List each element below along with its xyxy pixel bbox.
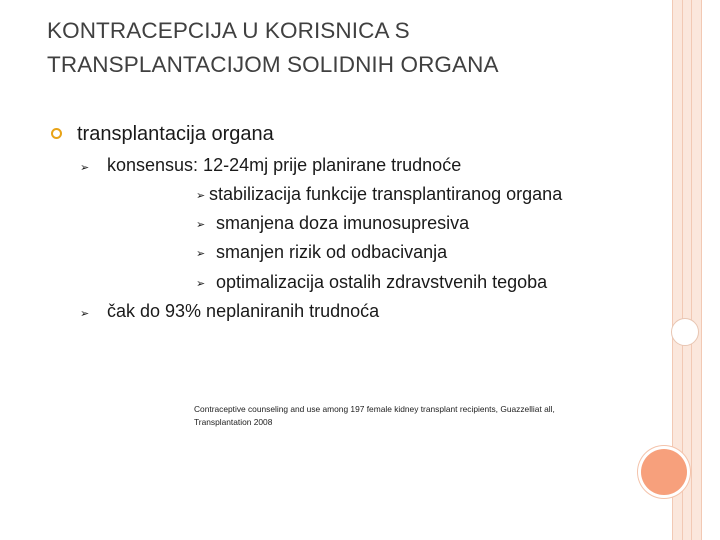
title-line-1: KONTRACEPCIJA U KORISNICA S	[47, 18, 410, 43]
sub-item-text: optimalizacija ostalih zdravstvenih tegoba	[216, 272, 548, 292]
consensus-text: konsensus: 12-24mj prije planirane trudnoće	[107, 155, 462, 175]
citation	[194, 403, 654, 428]
arrowhead-bullet-icon: ➢	[80, 308, 90, 320]
arrowhead-bullet-icon: ➢	[196, 278, 206, 290]
unplanned-text: čak do 93% neplaniranih trudnoća	[107, 301, 380, 321]
sub-item-text: smanjen rizik od odbacivanja	[216, 242, 448, 262]
decorative-circle-small	[671, 318, 699, 346]
main-bullet-text: transplantacija organa	[77, 123, 274, 145]
citation-line-1: Contraceptive counseling and use among 197 female kidney transplant recipients, Guazzelliat all,	[194, 404, 555, 414]
sub-item-text: smanjena doza imunosupresiva	[216, 213, 470, 233]
decorative-strip-line	[691, 0, 692, 540]
slide-title	[47, 14, 647, 82]
arrowhead-bullet-icon: ➢	[80, 162, 90, 174]
title-line-2: TRANSPLANTACIJOM SOLIDNIH ORGANA	[47, 52, 499, 77]
decorative-circle-large	[641, 449, 687, 495]
citation-line-2: Transplantation 2008	[194, 416, 273, 427]
arrowhead-bullet-icon: ➢	[196, 248, 206, 260]
sub-item-text: stabilizacija funkcije transplantiranog organa	[209, 184, 563, 204]
circle-bullet-icon	[51, 128, 62, 139]
arrowhead-bullet-icon: ➢	[196, 219, 206, 231]
arrowhead-bullet-icon: ➢	[196, 190, 206, 202]
